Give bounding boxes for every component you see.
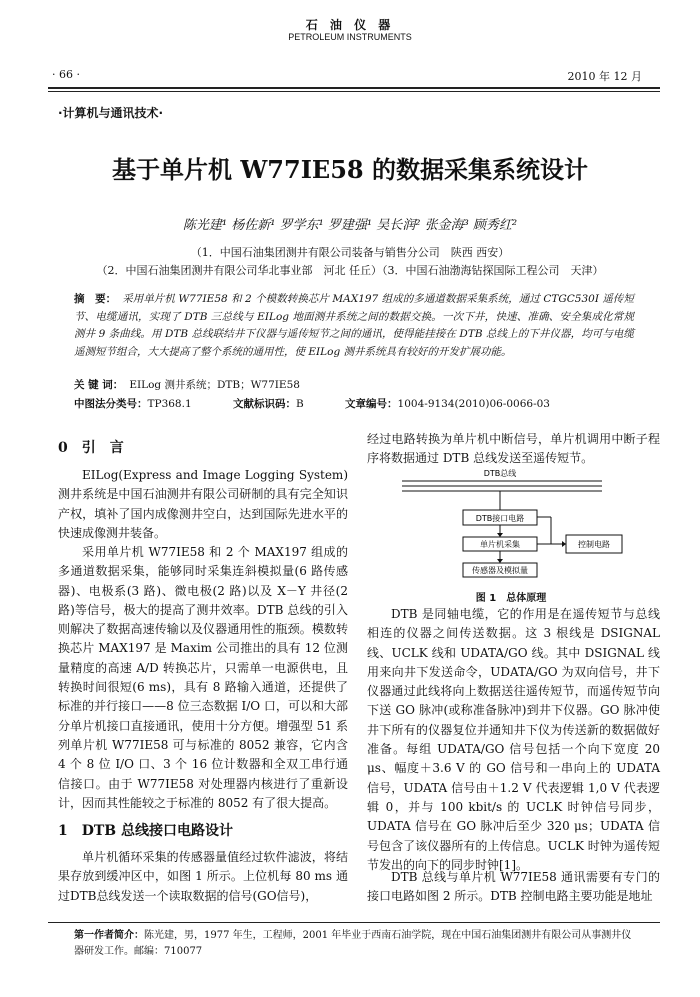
classification-line — [74, 396, 588, 411]
page-number: · 66 · — [52, 68, 80, 81]
section-tag: ·计算机与通讯技术· — [58, 106, 164, 120]
footnote-rule — [48, 922, 660, 923]
header-rule — [48, 87, 660, 89]
keywords-text: EILog 测井系统；DTB；W77IE58 — [129, 379, 300, 391]
box-control-label: 控制电路 — [578, 540, 610, 549]
article-number-label: 文章编号： — [345, 398, 398, 410]
intro-paragraph-1: EILog(Express and Image Logging System)测井系统是中国石油测井有限公司研制的具有完全知识产权，填补了国内成像测井空白，达到国际先进水平的快速成像测井装备。 — [58, 468, 348, 540]
clc-label: 中图法分类号： — [74, 398, 148, 410]
right-paragraph-2: DTB 总线与单片机 W77IE58 通讯需要有专门的接口电路如图 2 所示。DTB 控制电路主要功能是地址 — [367, 870, 660, 904]
abstract — [74, 291, 634, 361]
abstract-label: 摘 要： — [74, 293, 117, 305]
journal-title: 石 油 仪 器 — [305, 18, 395, 32]
intro-paragraph-2: 采用单片机 W77IE58 和 2 个 MAX197 组成的多通道数据采集，能够同时采集连斜模拟量(6 路传感器)、电极系(3 路)、微电极(2 路)以及 X－Y 井径(2 路)等信号，极大的提高了测井效率。DTB 总线的引入则解决了数据高速传输以及仪器通用性的瓶颈。模数转换芯片 MAX197 是 Maxim 公司推出的具有 12 位测量精度的高速 A/D 转换芯片，只需单一电源供电，且转换时间很短(6 ms)，具有 8 路输入通道，还提供了标准的并行接口——8 位三态数据 I/O 口，可以和大部分单片机接口直接通讯，使用十分方便。增强型 51 系列单片机 W77IE58 可与标准的 8052 兼容，它内含 4 个 8 位 I/O 口、3 个 16 位计数器和全双工串行通信接口。由于 W77IE58 对处理器内核进行了重新设计，因而其性能较之于标准的 8052 有了很大提高。 — [58, 545, 348, 810]
author-footnote — [74, 928, 634, 960]
issue-date: 2010 年 12 月 — [567, 70, 642, 83]
right-paragraph-1: DTB 是同轴电缆，它的作用是在遥传短节与总线相连的仪器之间传送数据。这 3 根线是 DSIGNAL 线、UCLK 线和 UDATA/GO 线。其中 DSIGNAL 线用来向井下发送命令，UDATA/GO 为双向信号，井下仪器通过此线将向上数据送往遥传短节，而遥传短节向下送 GO 脉冲(或称准备脉冲)到井下仪器。GO 脉冲使井下所有的仪器复位并通知井下仪为传送新的数据做好准备。每组 UDATA/GO 信号包括一个向下宽度 20 μs、幅度＋3.6 V 的 GO 信号和一串向上的 UDATA 信号，UDATA 信号由＋1.2 V 代表逻辑 1,0 V 代表逻辑 0，并与 100 kbit/s 的 UCLK 时钟信号同步，UDATA 信号在 GO 脉冲后至少 320 μs；UDATA 信号包含了该仪器所有的上传信息。UCLK 时钟为遥传短节发出的向下的同步时钟[1]。 — [367, 607, 660, 872]
clc-value: TP368.1 — [147, 398, 192, 410]
keywords-label: 关 键 词： — [74, 379, 124, 391]
section-heading-dtb: 1 DTB 总线接口电路设计 — [58, 823, 234, 839]
figure-1-diagram — [396, 467, 626, 587]
box-sensor-label: 传感器及模拟量 — [472, 566, 528, 575]
box-dtb-interface-label: DTB接口电路 — [475, 514, 525, 523]
affiliation-2: （2．中国石油集团测井有限公司华北事业部 河北 任丘）（3．中国石油渤海钻探国际工程公司 天津） — [96, 264, 604, 277]
article-number-value: 1004-9134(2010)06-0066-03 — [397, 398, 550, 410]
author-list: 陈光建¹ 杨佐新¹ 罗学东¹ 罗建强¹ 吴长润² 张金海³ 顾秀红² — [182, 218, 518, 233]
keywords — [74, 377, 300, 392]
doc-code-field — [233, 398, 304, 410]
journal-subtitle: PETROLEUM INSTRUMENTS — [288, 32, 412, 42]
doc-code-label: 文献标识码： — [232, 398, 296, 410]
paper-title: 基于单片机 W77IE58 的数据采集系统设计 — [112, 155, 588, 184]
doc-code-value: B — [295, 398, 304, 410]
right-paragraph-0: 经过电路转换为单片机中断信号，单片机调用中断子程序将数据通过 DTB 总线发送至遥传短节。 — [367, 432, 660, 466]
footnote-text: 陈光建，男，1977 年生，工程师，2001 年毕业于西南石油学院，现在中国石油集团测井有限公司从事测井仪器研发工作。邮编：710077 — [74, 930, 632, 957]
box-mcu-label: 单片机采集 — [480, 540, 520, 549]
fig-bus-label: DTB总线 — [483, 469, 517, 478]
abstract-text: 采用单片机 W77IE58 和 2 个模数转换芯片 MAX197 组成的多通道数据采集系统，通过 CTGC530I 遥传短节、电缆通讯，实现了 DTB 三总线与 EILog 地面测井系统之间的数据交换。一次下井，快速、准确、安全集成化常规测井 9 条曲线。用 DTB 总线联结井下仪器与遥传短节之间的通讯，使得能挂接在 DTB 总线上的下井仪器，均可与电缆遥测短节组合，大大提高了整个系统的通用性，使 EILog 测井系统具有较好的开发扩展功能。 — [74, 293, 634, 358]
article-number-field — [345, 398, 550, 410]
figure-1-caption: 图 1 总体原理 — [475, 593, 547, 604]
header-rule-thin — [48, 91, 660, 92]
clc-field — [74, 398, 192, 410]
dtb-paragraph-1: 单片机循环采集的传感器量值经过软件滤波，将结果存放到缓冲区中，如图 1 所示。上位机每 80 ms 通过DTB总线发送一个读取数据的信号(GO信号)， — [58, 850, 348, 903]
affiliation-1: （1．中国石油集团测井有限公司装备与销售分公司 陕西 西安） — [190, 246, 510, 259]
footnote-label: 第一作者简介： — [74, 930, 144, 941]
section-heading-intro: 0 引 言 — [58, 440, 124, 456]
